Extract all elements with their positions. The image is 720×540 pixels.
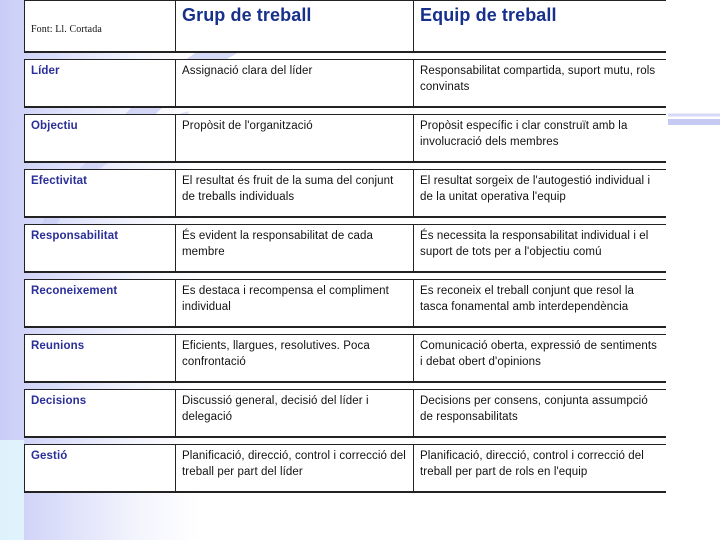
table-row <box>24 114 666 163</box>
table-row <box>24 169 666 218</box>
equip-cell: Propòsit específic i clar construït amb la involucració dels membres <box>414 114 666 163</box>
table-row <box>24 444 666 493</box>
row-label: Reconeixement <box>24 279 176 328</box>
table-row <box>24 59 666 108</box>
row-label: Efectivitat <box>24 169 176 218</box>
row-label: Decisions <box>24 389 176 438</box>
table-row <box>24 224 666 273</box>
column-title-grup: Grup de treball <box>176 0 414 53</box>
grup-cell: Discussió general, decisió del líder i delegació <box>176 389 414 438</box>
table-row <box>24 389 666 438</box>
grup-cell: Es destaca i recompensa el compliment individual <box>176 279 414 328</box>
equip-cell: Decisions per consens, conjunta assumpció de responsabilitats <box>414 389 666 438</box>
comparison-table <box>24 0 666 493</box>
column-title-equip: Equip de treball <box>414 0 666 53</box>
table-row <box>24 279 666 328</box>
equip-cell: És necessita la responsabilitat individual i el suport de tots per a l'objectiu comú <box>414 224 666 273</box>
source-label: Font: Ll. Cortada <box>24 0 176 53</box>
grup-cell: Assignació clara del líder <box>176 59 414 108</box>
row-label: Gestió <box>24 444 176 493</box>
grup-cell: Eficients, llargues, resolutives. Poca confrontació <box>176 334 414 383</box>
grup-cell: El resultat és fruit de la suma del conjunt de treballs individuals <box>176 169 414 218</box>
table-header-row <box>24 0 666 53</box>
row-label: Responsabilitat <box>24 224 176 273</box>
grup-cell: Propòsit de l'organització <box>176 114 414 163</box>
grup-cell: És evident la responsabilitat de cada membre <box>176 224 414 273</box>
row-label: Líder <box>24 59 176 108</box>
equip-cell: Planificació, direcció, control i correcció del treball per part de rols en l'equip <box>414 444 666 493</box>
equip-cell: Es reconeix el treball conjunt que resol la tasca fonamental amb interdependència <box>414 279 666 328</box>
row-label: Objectiu <box>24 114 176 163</box>
grup-cell: Planificació, direcció, control i correcció del treball per part del líder <box>176 444 414 493</box>
equip-cell: Responsabilitat compartida, suport mutu, rols convinats <box>414 59 666 108</box>
table-row <box>24 334 666 383</box>
equip-cell: Comunicació oberta, expressió de sentiments i debat obert d'opinions <box>414 334 666 383</box>
row-label: Reunions <box>24 334 176 383</box>
equip-cell: El resultat sorgeix de l'autogestió individual i de la unitat operativa l'equip <box>414 169 666 218</box>
